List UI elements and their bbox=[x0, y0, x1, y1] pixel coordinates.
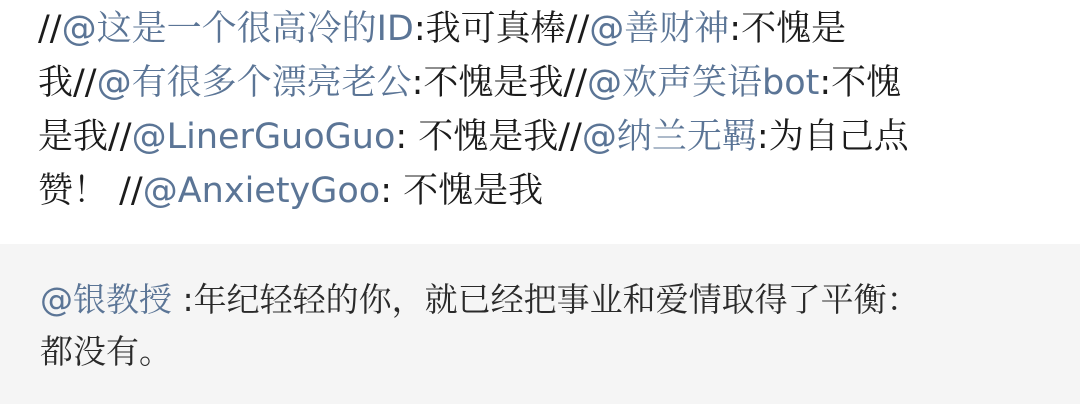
repost-text: :我可真棒 bbox=[413, 9, 566, 49]
repost-separator: // bbox=[38, 9, 62, 49]
original-author-link[interactable]: @银教授 bbox=[40, 280, 172, 319]
repost-text: : 不愧是我 bbox=[395, 117, 559, 157]
repost-line-1 bbox=[38, 2, 1080, 56]
repost-text: :不愧 bbox=[819, 63, 902, 103]
repost-text: : 不愧是我 bbox=[380, 171, 544, 211]
repost-line-2 bbox=[38, 56, 1080, 110]
repost-text: :不愧是我 bbox=[411, 63, 564, 103]
repost-line-4 bbox=[38, 164, 1080, 218]
original-post-line-1 bbox=[40, 274, 1080, 326]
mention-link[interactable]: @欢声笑语bot bbox=[587, 63, 820, 103]
repost-text: 是我 bbox=[38, 117, 109, 157]
repost-text: 赞！ bbox=[38, 171, 120, 211]
original-post-text: 都没有。 bbox=[40, 332, 172, 371]
original-post-card[interactable] bbox=[0, 244, 1080, 404]
repost-separator: // bbox=[108, 117, 132, 157]
repost-separator: // bbox=[565, 9, 590, 49]
repost-text: :不愧是 bbox=[729, 9, 847, 49]
repost-separator: // bbox=[73, 63, 97, 103]
mention-link[interactable]: @纳兰无羁 bbox=[581, 117, 757, 157]
repost-text: 我 bbox=[38, 63, 74, 103]
repost-text: :为自己点 bbox=[756, 117, 909, 157]
repost-separator: // bbox=[119, 171, 143, 211]
mention-link[interactable]: @这是一个很高冷的ID bbox=[61, 9, 414, 49]
original-post-line-2 bbox=[40, 326, 1080, 378]
mention-link[interactable]: @有很多个漂亮老公 bbox=[96, 63, 412, 103]
repost-line-3 bbox=[38, 110, 1080, 164]
mention-link[interactable]: @善财神 bbox=[589, 9, 730, 49]
repost-separator: // bbox=[558, 117, 582, 157]
repost-separator: // bbox=[563, 63, 588, 103]
mention-link[interactable]: @LinerGuoGuo bbox=[131, 117, 396, 157]
original-post-text: :年纪轻轻的你，就已经把事业和爱情取得了平衡： bbox=[172, 280, 920, 319]
mention-link[interactable]: @AnxietyGoo bbox=[142, 171, 381, 211]
